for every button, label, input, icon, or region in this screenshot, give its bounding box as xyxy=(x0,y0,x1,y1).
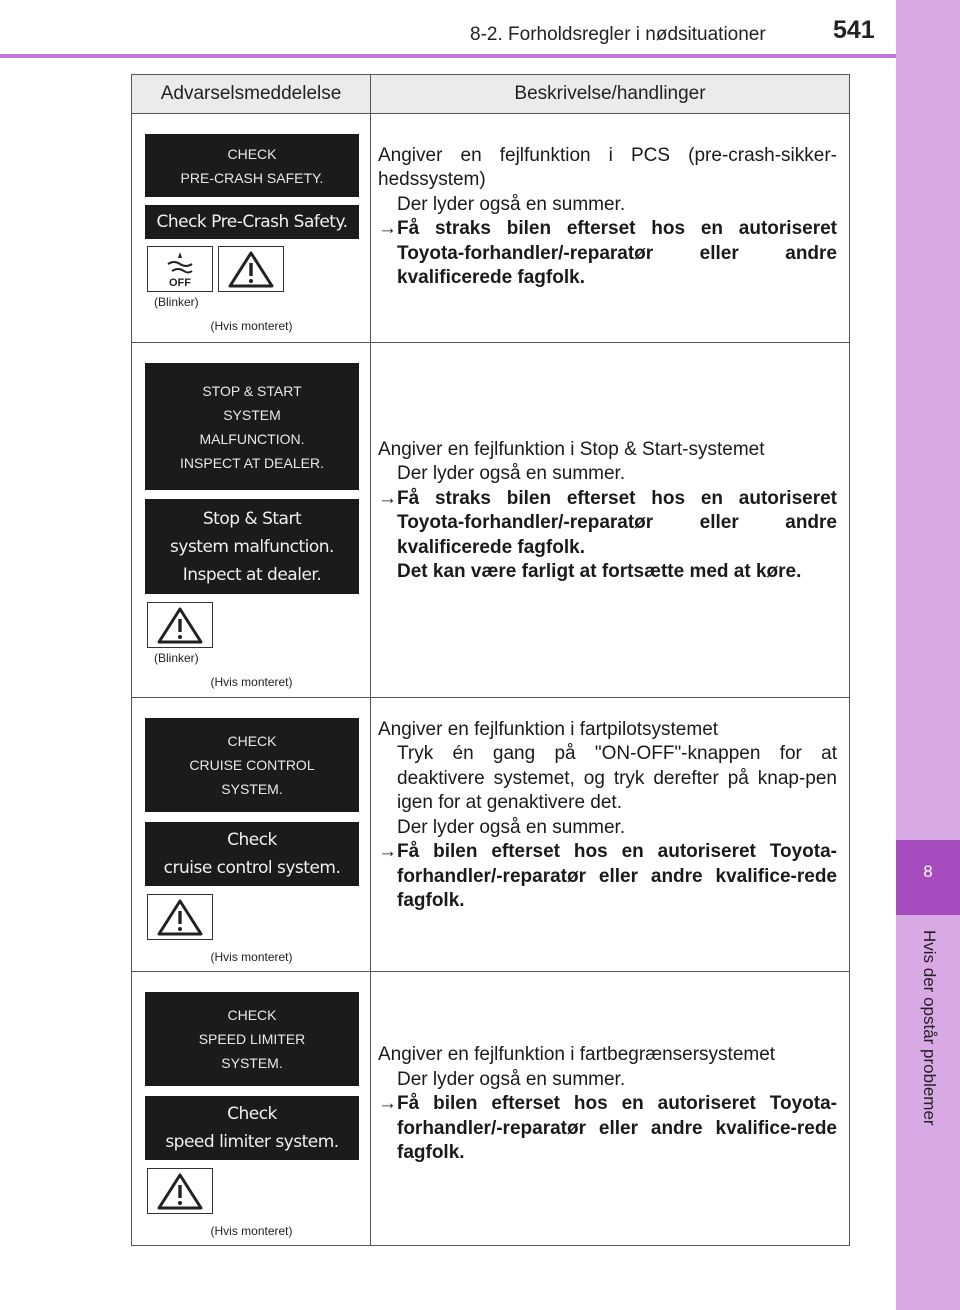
warning-triangle-icon xyxy=(147,1168,213,1214)
display-text-classic: CHECK CRUISE CONTROL SYSTEM. xyxy=(145,718,359,812)
action-warning-text: Det kan være farligt at fortsætte med at køre. xyxy=(397,561,802,582)
description-cell xyxy=(371,972,849,1245)
fitted-label: (Hvis monteret) xyxy=(210,1224,293,1238)
arrow-icon: → xyxy=(378,1093,397,1115)
chapter-title: Hvis der opstår problemer xyxy=(920,930,939,1126)
description-sub: Der lyder også en summer. xyxy=(397,816,626,838)
display-text-classic: CHECK SPEED LIMITER SYSTEM. xyxy=(145,992,359,1086)
warning-triangle-icon xyxy=(147,894,213,940)
message-cell xyxy=(132,343,371,697)
description-main: Angiver en fejlfunktion i PCS (pre-crash-sikker-hedssystem) xyxy=(378,144,837,190)
description-sub: Tryk én gang på "ON-OFF"-knappen for at deaktivere systemet, og tryk derefter på knap-pen igen for at genaktivere det. xyxy=(397,743,837,813)
warning-message-table xyxy=(131,74,850,1246)
table-row xyxy=(132,114,849,343)
description-sub: Der lyder også en summer. xyxy=(397,1068,626,1090)
action-text: →Få straks bilen efterset hos en autoriseret Toyota-forhandler/-reparatør eller andre kvalificerede fagfolk. xyxy=(378,218,837,288)
blinker-label: (Blinker) xyxy=(154,651,199,665)
description-sub: Der lyder også en summer. xyxy=(397,193,626,215)
column-header-message: Advarselsmeddelelse xyxy=(132,75,371,113)
blinker-label: (Blinker) xyxy=(154,295,199,309)
page-number: 541 xyxy=(833,16,875,44)
message-cell xyxy=(132,972,371,1245)
action-text: →Få bilen efterset hos en autoriseret Toyota-forhandler/-reparatør eller andre kvalifice-rede fagfolk. xyxy=(378,1093,837,1164)
action-text: →Få straks bilen efterset hos en autoriseret Toyota-forhandler/-reparatør eller andre kvalificerede fagfolk. xyxy=(378,487,837,558)
table-row xyxy=(132,343,849,698)
description-cell xyxy=(371,698,849,971)
action-text: →Få bilen efterset hos en autoriseret Toyota-forhandler/-reparatør eller andre kvalifice-rede fagfolk. xyxy=(378,841,837,911)
description-cell xyxy=(371,343,849,697)
message-cell xyxy=(132,698,371,971)
display-text-modern: Check speed limiter system. xyxy=(145,1096,359,1160)
arrow-icon: → xyxy=(378,218,397,239)
column-header-description: Beskrivelse/handlinger xyxy=(514,83,706,104)
arrow-icon: → xyxy=(378,841,397,862)
description-main: Angiver en fejlfunktion i Stop & Start-systemet xyxy=(378,438,765,460)
display-text-classic: CHECK PRE-CRASH SAFETY. xyxy=(145,134,359,197)
section-title: 8-2. Forholdsregler i nødsituationer xyxy=(470,24,766,45)
warning-triangle-icon xyxy=(218,246,284,292)
pcs-off-icon xyxy=(147,246,213,292)
display-text-modern: Check cruise control system. xyxy=(145,822,359,886)
message-cell xyxy=(132,114,371,342)
display-text-classic: STOP & START SYSTEM MALFUNCTION. INSPECT AT DEALER. xyxy=(145,363,359,490)
display-text-modern: Stop & Start system malfunction. Inspect at dealer. xyxy=(145,499,359,594)
display-text-modern: Check Pre-Crash Safety. xyxy=(145,205,359,239)
fitted-label: (Hvis monteret) xyxy=(210,950,293,964)
svg-text:OFF: OFF xyxy=(169,277,191,289)
description-cell xyxy=(371,114,849,342)
table-header xyxy=(132,75,849,114)
description-main: Angiver en fejlfunktion i fartbegrænsersystemet xyxy=(378,1044,776,1066)
table-row xyxy=(132,698,849,972)
description-main: Angiver en fejlfunktion i fartpilotsystemet xyxy=(378,718,719,740)
fitted-label: (Hvis monteret) xyxy=(210,319,293,333)
fitted-label: (Hvis monteret) xyxy=(210,675,293,689)
header-divider xyxy=(0,54,896,58)
arrow-icon: → xyxy=(378,487,397,509)
chapter-number: 8 xyxy=(923,862,933,881)
description-sub: Der lyder også en summer. xyxy=(397,463,626,484)
warning-triangle-icon xyxy=(147,602,213,648)
table-row xyxy=(132,972,849,1245)
